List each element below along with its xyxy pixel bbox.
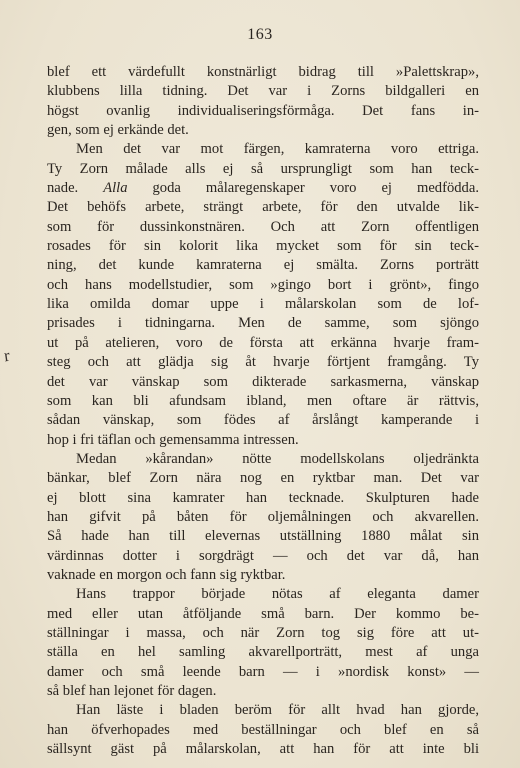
- text-line: som kan bli afundsam ibland, men oftare är rättvis,: [47, 392, 479, 409]
- text-line: Men det var mot färgen, kamraterna voro ettriga.: [76, 141, 479, 158]
- text-line: och hans modellstudier, som »gingo bort i grönt», fingo: [47, 276, 479, 293]
- text-line: gen, som ej erkände det.: [47, 122, 189, 139]
- text-line: Han läste i bladen beröm för allt hvad han gjorde,: [76, 702, 479, 719]
- text-line: prisades i tidningarna. Men de samme, som sjöngo: [47, 315, 479, 332]
- text-line: bänkar, blef Zorn nära nog en ryktbar man. Det var: [47, 470, 479, 487]
- text-line: klubbens lilla tidning. Det var i Zorns bildgalleri en: [47, 83, 479, 100]
- text-line: med eller utan åtföljande små barn. Der kommo be-: [47, 605, 479, 622]
- text-line: rosades för sin kolorit lika mycket som för sin teck-: [47, 238, 479, 255]
- text-line: ning, det kunde kamraterna ej smälta. Zorns porträtt: [47, 257, 479, 274]
- text-line: hop i fri täflan och gemensamma intressen.: [47, 431, 299, 448]
- text-line: Ty Zorn målade alls ej så ursprungligt som han teck-: [47, 160, 479, 177]
- text-line: Hans trappor började nötas af eleganta damer: [76, 586, 479, 603]
- text-line: Medan »kårandan» nötte modellskolans oljedränkta: [76, 450, 479, 467]
- text-line: nade. Alla goda målaregenskaper voro ej medfödda.: [47, 180, 479, 197]
- text-line: blef ett värdefullt konstnärligt bidrag till »Palettskrap»,: [47, 64, 479, 80]
- body-text: [47, 63, 479, 759]
- text-line: ut på atelieren, voro de första att erkänna hvarje fram-: [47, 334, 479, 351]
- text-line: han öfverhopades med beställningar och blef en så: [47, 721, 479, 738]
- text-line: det var vänskap som dikterade sarkasmerna, vänskap: [47, 373, 479, 390]
- text-line: Så hade han till elevernas utställning 1880 målat sin: [47, 528, 479, 545]
- text-line: värdinnas dotter i sorgdrägt — och det var då, han: [47, 547, 479, 564]
- text-line: så blef han lejonet för dagen.: [47, 683, 217, 699]
- text-line: Det behöfs arbete, strängt arbete, för den utvalde lik-: [47, 199, 479, 216]
- text-line: sådan vänskap, som födes af årslångt kamperande i: [47, 412, 479, 429]
- text-line: ställningar i massa, och när Zorn tog sig före att ut-: [47, 624, 479, 641]
- text-line: lika omilda domar uppe i målarskolan som de lof-: [47, 296, 479, 313]
- text-line: sällsynt gäst på målarskolan, att han för att inte bli: [47, 741, 479, 758]
- text-line: ställa en hel samling akvarellporträtt, mest af unga: [47, 644, 479, 661]
- text-line: som för dussinkonstnären. Och att Zorn offentligen: [47, 218, 479, 235]
- margin-annotation: r: [2, 345, 11, 366]
- text-line: steg och att glädja sig åt hvarje förtjent framgång. Ty: [47, 354, 479, 371]
- text-line: damer och små leende barn — i »nordisk konst» —: [47, 663, 479, 680]
- text-line: vaknade en morgon och fann sig ryktbar.: [47, 566, 286, 583]
- page-number: 163: [247, 26, 273, 43]
- text-line: högst ovanlig individualiseringsförmåga. Det fans in-: [47, 102, 479, 119]
- text-line: han gifvit på båten för oljemålningen och akvarellen.: [47, 508, 479, 525]
- text-line: ej blott sina kamrater han tecknade. Skulpturen hade: [47, 489, 479, 506]
